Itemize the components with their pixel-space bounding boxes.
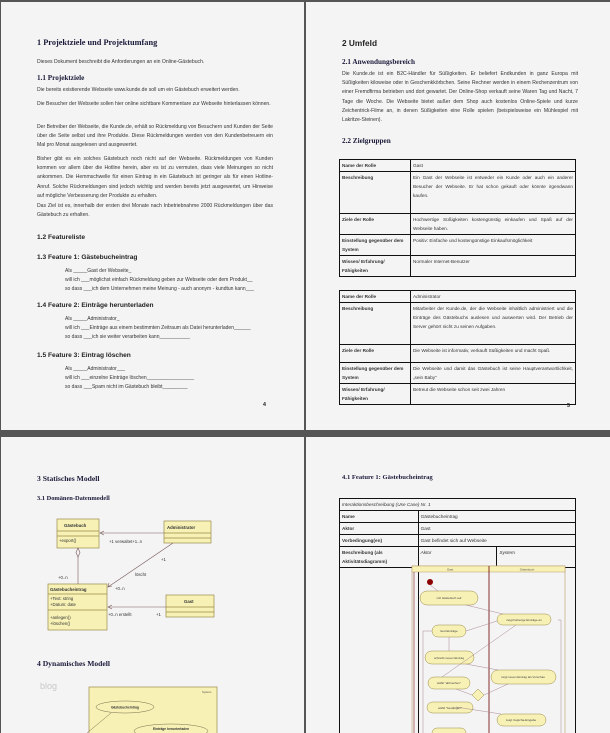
role-value: Die Webseite ist informativ, verkauft Süßigkeiten und macht Spaß. <box>411 345 576 363</box>
start-node <box>427 579 433 585</box>
system-label: System <box>202 690 212 694</box>
class-name: Gästebuch <box>64 523 87 528</box>
user-story-line: Als _____Administrator___ <box>65 366 126 372</box>
heading-3-1: 3.1 Domänen-Datenmodell <box>37 495 110 502</box>
role-value: Normaler Internet-Benutzer <box>411 256 576 277</box>
role-table-admin <box>339 290 576 405</box>
role-value: Hochwertige Süßigkeiten kostengünstig einkaufen und Spaß auf der Webseite haben. <box>411 214 576 235</box>
page-7 <box>306 437 610 733</box>
class-attribute: +Datum: date <box>50 602 76 607</box>
col-system: System <box>497 547 576 568</box>
class-operation: +anlegen() <box>50 615 71 620</box>
table-row <box>340 214 576 235</box>
role-value: Die Webseite und damit das Gästebuch ist seine Hauptverantwortlichkeit, „sein Baby“ <box>411 363 576 384</box>
role-value: Positiv: Einfache und kostengünstige Einkaufsmöglichkeit <box>411 235 576 256</box>
role-value: Ein Gast der Webseite ist entweder ein Kunde oder auch ein anderer Besucher der Webseite. Er hat schon gekauft oder könnte irgendwann kaufen. <box>411 172 576 214</box>
role-attribute: Wissen/ Erfahrung/ Fähigkeiten <box>340 384 411 405</box>
activity-label: liest Einträge <box>440 629 458 633</box>
role-table-guest <box>339 159 576 277</box>
user-story-line: Als _____Administrator_ <box>65 316 120 322</box>
table-row <box>340 363 576 384</box>
user-story-line: so dass ___Spam nicht im Gästebuch bleibt_________ <box>65 384 188 390</box>
user-story-line: Als _____Gast der Webseite_ <box>65 268 132 274</box>
paragraph: Die bereits existierende Webseite www.kunde.de soll um ein Gästebuch erweitert werden. <box>37 87 240 93</box>
activity-label: schreibt neuen Eintrag <box>433 656 465 660</box>
heading-1-3: 1.3 Feature 1: Gästebucheintrag <box>37 254 138 261</box>
use-case-diagram <box>1 437 304 733</box>
role-value: Administrator <box>411 291 576 303</box>
paragraph: Der Betreiber der Webseite, die Kunde.de, erhält so Rückmeldung von Besuchern und Kunden der Seite über die Seite selbst und ihre Produkte. Diese Rückmeldungen werden von den Kundenbetreuern ein Mal pro Monat ausgelesen und ausgewertet. <box>37 124 273 149</box>
row-value: Gast <box>418 523 575 535</box>
col-actor: Aktor <box>418 547 497 568</box>
paragraph: Die Besucher der Webseite sollen hier online sichtbare Kommentare zur Webseite hinterlassen können. <box>37 101 271 107</box>
activity-label: zeigt Captcha-Eingabe <box>505 718 537 722</box>
heading-1-4: 1.4 Feature 2: Einträge herunterladen <box>37 302 154 309</box>
role-value: Mitarbeiter der Kunde.de, der die Webseite inhaltlich administriert und die Einträge des Gästebuchs auslesen und auswerten wird. Der Betrieb der Server gehört nicht zu seinen Aufgaben. <box>411 303 576 345</box>
row-key: Aktor <box>340 523 419 535</box>
lane-label: Gast <box>446 567 454 572</box>
user-story-line: will ich ___Einträge aus einem bestimmten Zeitraum als Datei herunterladen______ <box>65 325 251 331</box>
heading-1: 1 Projektziele und Projektumfang <box>37 38 158 47</box>
heading-3: 3 Statisches Modell <box>37 474 100 483</box>
heading-4: 4 Dynamisches Modell <box>37 659 110 668</box>
assoc-label: +0..n <box>58 575 68 580</box>
role-attribute: Wissen/ Erfahrung/ Fähigkeiten <box>340 256 411 277</box>
role-value: Betreut die Webseite schon seit zwei Jahren <box>411 384 576 405</box>
heading-2-2: 2.2 Zielgruppen <box>342 137 391 145</box>
class-name: Gast <box>184 599 194 604</box>
assoc-label: +0..n erstellt <box>108 612 132 617</box>
class-attribute: +Text: string <box>50 596 74 601</box>
row-value: Gästebucheintrag <box>418 511 575 523</box>
heading-2-1: 2.1 Anwendungsbereich <box>342 58 415 66</box>
table-row <box>340 160 576 172</box>
table-row <box>340 384 576 405</box>
activity-label: zeigt neuen Eintrag als Vorschau <box>501 675 545 679</box>
intro-text: Dieses Dokument beschreibt die Anforderungen an ein Online-Gästebuch. <box>37 59 205 65</box>
assoc-label: löscht <box>135 572 147 577</box>
assoc-label: +1 <box>161 557 166 562</box>
paragraph: Das Ziel ist es, innerhalb der ersten drei Monate nach Inbetriebnahme 2000 Rückmeldungen über das Gästebuch zu erhalten. <box>37 203 273 219</box>
table-row <box>340 172 576 214</box>
row-value: Gast befindet sich auf Webseite <box>418 535 575 547</box>
role-attribute: Einstellung gegenüber dem System <box>340 363 411 384</box>
page-6 <box>1 437 304 733</box>
role-attribute: Name der Rolle <box>340 160 411 172</box>
table-row <box>340 303 576 345</box>
heading-1-5: 1.5 Feature 3: Eintrag löschen <box>37 352 131 359</box>
heading-4-1: 4.1 Feature 1: Gästebucheintrag <box>342 474 433 481</box>
paragraph: Bisher gibt es ein solches Gästebuch noch nicht auf der Webseite. Rückmeldungen von Kunden kommen vor allem über die Hotline herein, aber es ist zu vermuten, dass viele Meinungen so nicht ankommen. Die Hemmschwelle für einen Eintrag in ein Gästebuch ist geringer als für einen Hotline-Anruf. Solche Rückmeldungen sind jedoch wichtig und werden bereits jetzt ausgewertet, um Hinweise auf mögliche Verbesserung der Produkte zu erhalten. <box>37 156 273 199</box>
paragraph: Die Kunde.de ist ein B2C-Händler für Süßigkeiten. Er beliefert Endkunden in ganz Europa mit Süßigkeiten kiloweise oder in Geschenkkörbchen. Seine Rechner werden in einem Rechenzentrum von einer Fremdfirma betrieben und dort gewartet. Der Online-Shop verkauft seine Waren Tag und Nacht, 7 Tage die Woche. Die Webseite bietet außer dem Shop auch kostenlos Online-Spiele und kurze Zeichentrick-Filme an, in denen Süßigkeiten eine Rolle spielen (beispielsweise ein Mühlespiel mit Lakritze-Steinen). <box>342 71 578 124</box>
user-story-line: so dass ___ich sie weiter verarbeiten kann___________ <box>65 334 191 340</box>
watermark: blog <box>40 681 58 691</box>
row-key: Name <box>340 511 419 523</box>
page-5 <box>306 2 610 430</box>
role-attribute: Ziele der Rolle <box>340 345 411 363</box>
page-4 <box>1 2 304 430</box>
class-name: Gästebucheintrag <box>50 587 87 592</box>
role-attribute: Beschreibung <box>340 303 411 345</box>
activity-label: zeigt bisherige Einträge an <box>506 618 542 622</box>
table-row <box>340 256 576 277</box>
table-row <box>340 345 576 363</box>
page-number: 5 <box>567 403 570 409</box>
row-key: Vorbedingung(en) <box>340 535 419 547</box>
role-attribute: Einstellung gegenüber dem System <box>340 235 411 256</box>
activity-label: wählt "bestätigen" <box>438 706 462 710</box>
activity-label: wählt "abbrechen" <box>436 681 462 685</box>
table-row <box>340 291 576 303</box>
class-operation: +löschen() <box>50 621 71 626</box>
role-attribute: Beschreibung <box>340 172 411 214</box>
class-operation: +export() <box>59 538 77 543</box>
user-story-line: will ich ___möglichst einfach Rückmeldung geben zur Webseite oder dem Produkt__ <box>65 277 253 283</box>
assoc-label: +1 <box>156 612 161 617</box>
role-value: Gast <box>411 160 576 172</box>
activity-diagram <box>306 437 610 733</box>
role-attribute: Name der Rolle <box>340 291 411 303</box>
table-row <box>340 235 576 256</box>
user-story-line: so dass ___ich dem Unternehmen meine Meinung - auch anonym - kundtun kann___ <box>65 286 255 292</box>
role-attribute: Ziele der Rolle <box>340 214 411 235</box>
user-story-line: will ich ___einzelne Einträge löschen_________________ <box>65 375 194 381</box>
assoc-label: +1 verwaltet+1..n <box>109 539 142 544</box>
assoc-label: +0..n <box>115 586 125 591</box>
use-case-label: Einträge herunterladen <box>152 727 190 731</box>
activity-label: ruft Gästebuch auf <box>436 596 462 600</box>
use-case-title: Interaktionsbeschreibung (Use Case) Nr. 1 <box>340 499 576 511</box>
use-case-label: Gästebucheintrag <box>110 705 140 710</box>
class-name: Administrator <box>167 525 196 530</box>
lane-label: Gästebuch <box>519 567 535 572</box>
page-number: 4 <box>263 402 266 408</box>
row-key: Beschreibung (als Aktivitätsdiagramm) <box>340 547 419 568</box>
heading-2: 2 Umfeld <box>342 38 378 48</box>
heading-1-1: 1.1 Projektziele <box>37 74 85 82</box>
heading-1-2: 1.2 Featureliste <box>37 234 86 241</box>
